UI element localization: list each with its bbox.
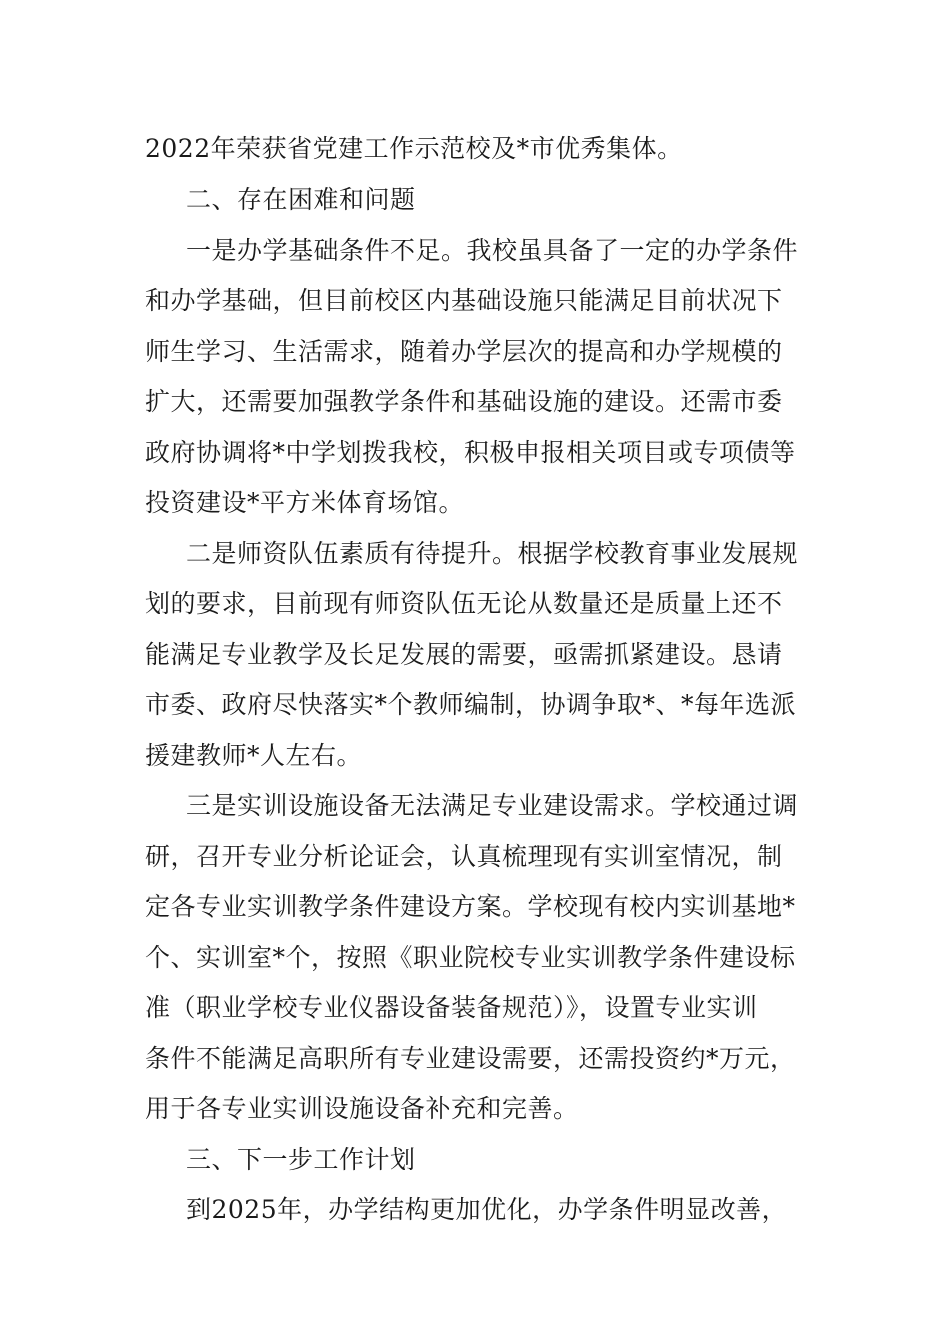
text-line: 三是实训设施设备无法满足专业建设需求。学校通过调 [186,791,799,820]
text-line: 定各专业实训教学条件建设方案。学校现有校内实训基地* [145,892,796,921]
text-line: 用于各专业实训设施设备补充和完善。 [145,1094,579,1123]
text-line: 二是师资队伍素质有待提升。根据学校教育事业发展规 [186,539,799,568]
text-line: 到2025年，办学结构更加优化，办学条件明显改善， [186,1195,788,1224]
text-line: 能满足专业教学及长足发展的需要，亟需抓紧建设。恳请 [145,640,783,669]
text-line: 师生学习、生活需求，随着办学层次的提高和办学规模的 [145,337,783,366]
section-heading: 三、下一步工作计划 [186,1145,416,1174]
text-line: 2022年荣获省党建工作示范校及*市优秀集体。 [145,134,683,163]
text-line: 研，召开专业分析论证会，认真梳理现有实训室情况，制 [145,842,783,871]
text-line: 政府协调将*中学划拨我校，积极申报相关项目或专项债等 [145,438,796,467]
text-line: 一是办学基础条件不足。我校虽具备了一定的办学条件 [186,236,799,265]
text-line: 投资建设*平方米体育场馆。 [145,488,465,517]
text-line: 划的要求，目前现有师资队伍无论从数量还是质量上还不 [145,589,783,618]
text-line: 援建教师*人左右。 [145,741,363,770]
text-line: 个、实训室*个，按照《职业院校专业实训教学条件建设标 [145,943,796,972]
text-line: 条件不能满足高职所有专业建设需要，还需投资约*万元， [145,1044,796,1073]
text-line: 准（职业学校专业仪器设备装备规范）》，设置专业实训 [145,993,758,1022]
text-line: 和办学基础，但目前校区内基础设施只能满足目前状况下 [145,286,783,315]
text-line: 市委、政府尽快落实*个教师编制，协调争取*、*每年选派 [145,690,797,719]
text-line: 扩大，还需要加强教学条件和基础设施的建设。还需市委 [145,387,783,416]
section-heading: 二、存在困难和问题 [186,185,416,214]
